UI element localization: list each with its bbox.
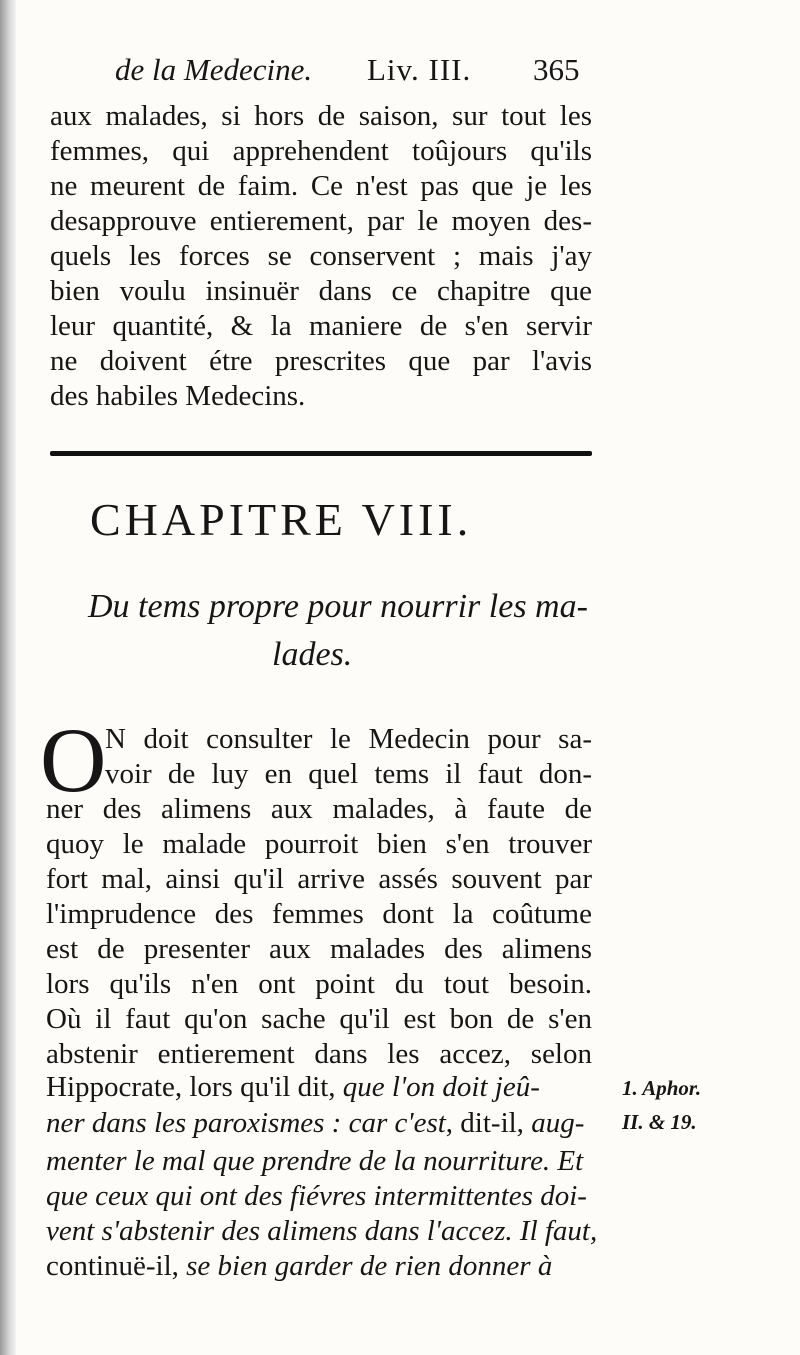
running-header — [115, 48, 595, 92]
chapter-subtitle-line: lades. — [272, 636, 353, 673]
text-line: abstenir entierement dans les accez, selon — [46, 1038, 592, 1070]
italic-quote: aug- — [531, 1107, 585, 1139]
marginal-note: 1. Aphor. — [622, 1076, 702, 1100]
text-line: est de presenter aux malades des alimens — [46, 933, 592, 965]
page-number: 365 — [533, 52, 580, 87]
text-line: ne meurent de faim. Ce n'est pas que je les — [50, 170, 592, 202]
text-line-mixed — [46, 1068, 540, 1106]
text-line: leur quantité, & la maniere de s'en servir — [50, 310, 592, 342]
text-line: femmes, qui apprehendent toûjours qu'ils — [50, 135, 592, 167]
chapter-heading: CHAPITRE VIII. — [90, 494, 473, 545]
text-line: ner des alimens aux malades, à faute de — [46, 793, 592, 825]
drop-cap-initial: O — [40, 709, 107, 811]
roman-text: , dit-il, — [445, 1107, 532, 1139]
book-section-ref: Liv. III. — [367, 52, 472, 87]
italic-quote: se bien garder de rien donner à — [186, 1250, 553, 1282]
text-line: lors qu'ils n'en ont point du tout besoin. — [46, 968, 592, 1000]
text-line: quoy le malade pourroit bien s'en trouver — [46, 828, 592, 860]
text-line: Où il faut qu'on sache qu'il est bon de s'en — [46, 1003, 592, 1035]
text-line: ne doivent étre prescrites que par l'avis — [50, 345, 592, 377]
roman-text: Hippocrate, lors qu'il dit, — [46, 1071, 343, 1103]
italic-line: que ceux qui ont des fiévres intermittentes doi- — [46, 1180, 587, 1212]
text-line: aux malades, si hors de saison, sur tout les — [50, 100, 592, 132]
italic-quote: que l'on doit jeû- — [342, 1071, 540, 1103]
text-line: des habiles Medecins. — [50, 380, 306, 412]
text-line: N doit consulter le Medecin pour sa- — [105, 723, 592, 755]
text-line: quels les forces se conservent ; mais j'ay — [50, 240, 592, 272]
italic-line: menter le mal que prendre de la nourriture. Et — [46, 1145, 584, 1177]
running-title: de la Medecine. — [115, 52, 313, 87]
roman-text: continuë-il, — [46, 1250, 187, 1282]
page-gutter-shadow — [0, 0, 16, 1355]
text-line-mixed — [46, 1247, 552, 1285]
text-line: bien voulu insinuër dans ce chapitre que — [50, 275, 592, 307]
italic-line: vent s'abstenir des alimens dans l'accez. Il faut, — [46, 1215, 598, 1247]
text-line: voir de luy en quel tems il faut don- — [105, 758, 592, 790]
text-line-mixed — [46, 1104, 584, 1142]
marginal-note: II. & 19. — [622, 1110, 697, 1134]
section-divider-rule — [50, 451, 592, 456]
text-line: desapprouve entierement, par le moyen des- — [50, 205, 592, 237]
chapter-subtitle-line: Du tems propre pour nourrir les ma- — [88, 588, 588, 625]
italic-quote: ner dans les paroxismes : car c'est — [46, 1107, 446, 1139]
text-line: l'imprudence des femmes dont la coûtume — [46, 898, 592, 930]
text-line: fort mal, ainsi qu'il arrive assés souvent par — [46, 863, 592, 895]
